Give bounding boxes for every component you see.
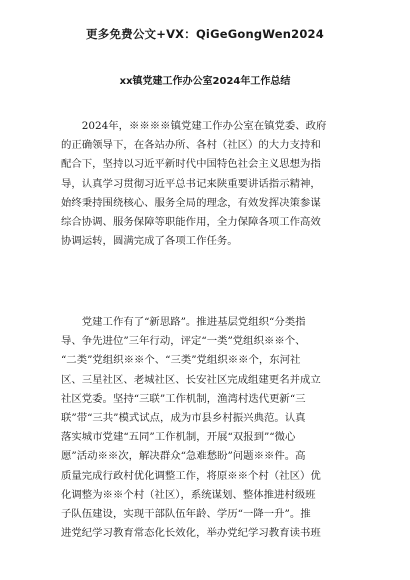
paragraph-2: [61, 313, 349, 543]
paragraph-line: 区、三星社区、老城社区、长安社区完成组建更名并成立: [61, 373, 321, 386]
paragraph-line: 进党纪学习教育常态化长效化，举办党纪学习教育读书班: [61, 527, 321, 540]
paragraph-1: [61, 117, 349, 251]
paragraph-line: 质量完成行政村优化调整工作，将原※※个村（社区）优: [61, 469, 321, 482]
paragraph-line: 导、争先进位”三年行动，评定“一类”党组织※※个、: [61, 335, 306, 348]
paragraph-line: 导，认真学习贯彻习近平总书记来陕重要讲话指示精神，: [61, 177, 321, 190]
paragraph-line: 党建工作有了“新思路”。推进基层党组织“分类指: [61, 316, 306, 328]
paragraph-line: 社区党委。坚持“三联”工作机制，渔湾村迭代更新“三: [61, 392, 306, 405]
paragraph-line: 2024年，※※※※镇党建工作办公室在镇党委、政府: [61, 120, 327, 132]
paragraph-line: 愿”活动※※次，解决群众“急难愁盼”问题※※件。高: [61, 450, 306, 463]
paragraph-line: 的正确领导下，在各站办所、各村（社区）的大力支持和: [61, 139, 321, 152]
promo-header: 更多免费公文+VX：QiGeGongWen2024: [86, 27, 324, 41]
paragraph-line: 落实城市党建“五同”工作机制，开展“双报到”“微心: [61, 431, 296, 444]
document-title: xx镇党建工作办公室2024年工作总结: [119, 76, 291, 87]
paragraph-line: 协调运转，圆满完成了各项工作任务。: [61, 235, 238, 248]
paragraph-line: “二类”党组织※※个、“三类”党组织※※个，东河社: [61, 354, 301, 367]
paragraph-line: 子队伍建设，实现干部队伍年龄、学历“一降一升”。推: [61, 508, 311, 521]
paragraph-line: 化调整为※※个村（社区），系统谋划、整体推进村级班: [61, 488, 316, 501]
paragraph-line: 始终秉持围绕核心、服务全局的理念，有效发挥决策参谋: [61, 196, 321, 209]
paragraph-line: 联”带“三共”模式试点，成为市县乡村振兴典范。认真: [61, 412, 306, 425]
paragraph-line: 综合协调、服务保障等职能作用，全力保障各项工作高效: [61, 216, 321, 229]
paragraph-line: 配合下，坚持以习近平新时代中国特色社会主义思想为指: [61, 158, 321, 171]
